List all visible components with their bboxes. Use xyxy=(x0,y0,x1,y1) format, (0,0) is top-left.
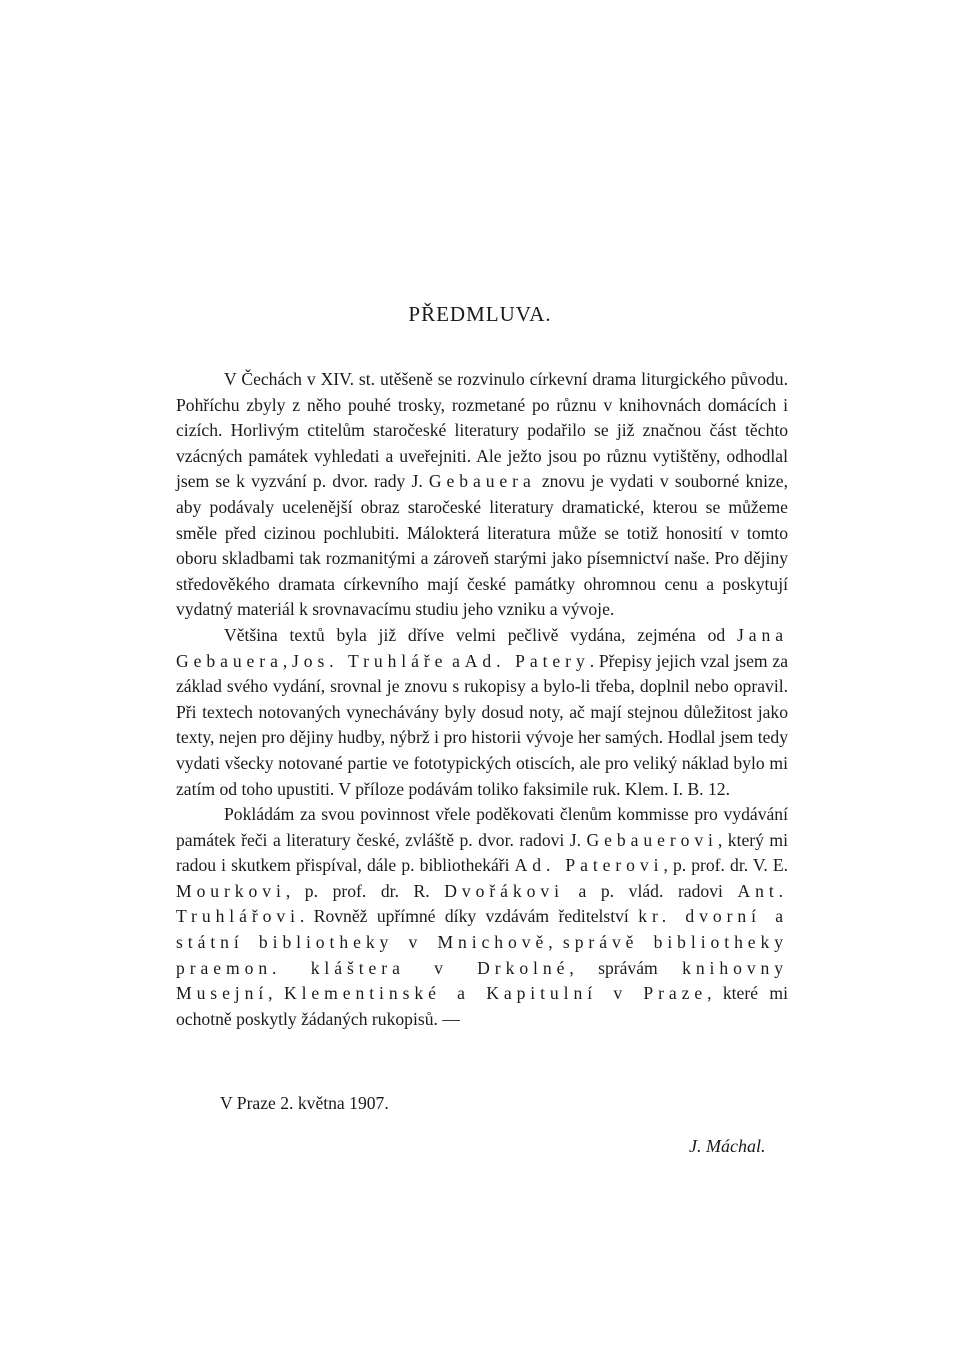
spaced-emphasis: Klementinské a Kapitulní v Praze xyxy=(283,983,708,1004)
text-run: Většina textů byla již dříve velmi pečlivě vydána, zejména od xyxy=(224,624,738,645)
spaced-emphasis: správě bibliotheky praemon. kláštera v Drkolné xyxy=(176,932,788,978)
spaced-emphasis: Ant. Truhlářovi xyxy=(176,880,788,927)
text-run: . Rovněž upřímné díky vzdávám ředitelství xyxy=(299,906,639,927)
spaced-emphasis: Ad. Paterovi xyxy=(514,855,664,876)
text-run: , které mi ochotně poskytly žádaných rukopisů. — xyxy=(176,983,788,1029)
text-run: a p. vlád. radovi xyxy=(563,880,738,901)
text-run: znovu je vydati v souborné knize, aby podávaly ucelenější obraz staročeské literatury dramatické, kterou se můžeme směle před cizinou pochlubiti. Málokterá literatura může se totiž honosití v tomto oboru skladbami tak rozmanitými a zároveň starými jako písemnictví naše. Pro dějiny středověkého dramata církevního mají české památky ohromnou cenu a poskytují vydatný materiál k srovnavacímu studiu jeho vzniku a vývoje. xyxy=(176,471,788,620)
spaced-emphasis: Gebauerovi xyxy=(586,829,718,850)
text-run: , xyxy=(268,983,284,1004)
text-run: Pokládám za svou povinnost vřele poděkovati členům kommisse pro vydávání památek řeči a literatury české, zvláště p. dvor. radovi J. xyxy=(176,804,788,850)
spaced-emphasis: Jana Gebauera xyxy=(176,624,788,671)
page-title: PŘEDMLUVA. xyxy=(408,302,552,326)
text-run: , xyxy=(548,932,563,953)
spaced-emphasis: Ad. Patery xyxy=(464,650,590,671)
spaced-emphasis: Mourkovi xyxy=(176,880,286,901)
signature: J. Máchal. xyxy=(689,1136,766,1156)
text-run: , xyxy=(282,650,293,671)
spaced-emphasis: kr. dvorní a státní bibliotheky v Mnichově xyxy=(176,906,788,953)
paragraph xyxy=(176,367,788,623)
text-run: , p. prof. dr. V. E. xyxy=(663,855,788,876)
text-run: a xyxy=(447,650,465,671)
spaced-emphasis: knihovny Musejní xyxy=(176,957,788,1004)
text-run: V Čechách v XIV. st. utěšeně se rozvinulo církevní drama liturgického původu. Pohříchu zbyly z něho pouhé trosky, rozmetané po různu v knihovnách domácích i cizích. Horlivým ctitelům staročeské literatury podařilo se již značnou část těchto vzácných památek vyhledati a uveřejniti. Ale ježto jsou po různu vytištěny, odhodlal jsem se k vyzvání p. dvor. rady J. xyxy=(176,369,788,492)
place-date: V Praze 2. května 1907. xyxy=(220,1093,389,1113)
spaced-emphasis: Dvořákovi xyxy=(444,880,564,901)
text-run: , p. prof. dr. R. xyxy=(285,880,445,901)
preface-body xyxy=(176,367,788,1032)
spaced-emphasis: Gebauera xyxy=(428,471,536,492)
spaced-emphasis: Jos. Truhláře xyxy=(292,650,448,671)
text-run: , správám xyxy=(569,957,683,978)
paragraph xyxy=(176,802,788,1032)
text-run: , který mi radou i skutkem přispíval, dále p. bibliothekáři xyxy=(176,829,788,876)
paragraph xyxy=(176,623,788,802)
text-run: . Přepisy jejich vzal jsem za základ svého vydání, srovnal je znovu s rukopisy a bylo-li třeba, doplnil nebo opravil. Při textech notovaných vynechávány byly dosud noty, ač mají stejnou důležitost jako texty, nejen pro dějiny hudby, nýbrž i pro historii vývoje her samých. Hodlal jsem tedy vydati všecky notované partie ve fototypických otiscích, ale pro veliký náklad bylo mi zatím od toho upustiti. V příloze podávám toliko faksimile ruk. Klem. I. B. 12. xyxy=(176,650,789,799)
